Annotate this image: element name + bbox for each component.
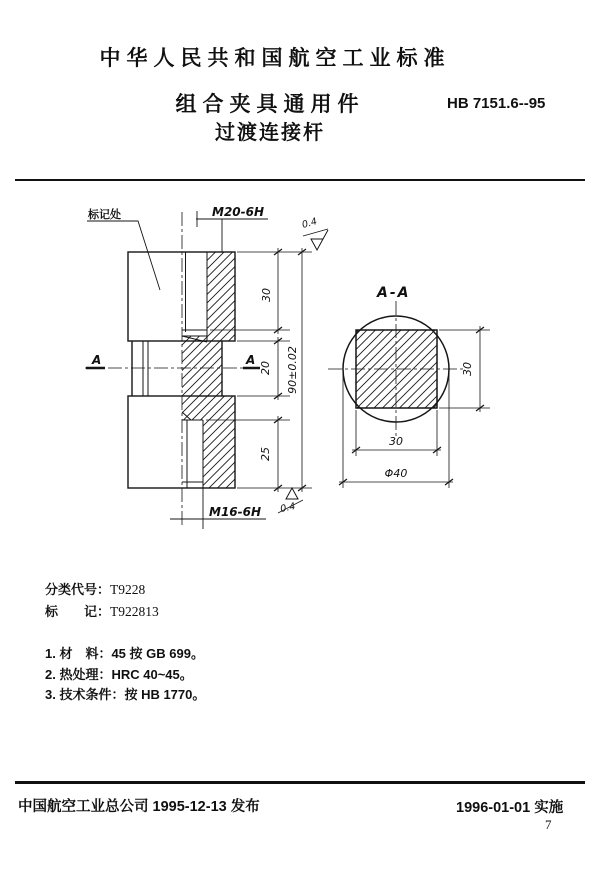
class-code-value: T9228	[110, 582, 146, 597]
section-view-title: A-A	[377, 285, 411, 301]
footer-effective: 1996-01-01 实施	[456, 800, 564, 816]
thread-bottom-callout: M16-6H	[209, 505, 262, 519]
classification-block	[45, 579, 159, 623]
class-code-label: 分类代号：	[45, 582, 111, 597]
page-subtitle: 组合夹具通用件	[175, 93, 365, 116]
section-arrow-label-left: A	[92, 353, 102, 367]
dim-neck-length: 20	[259, 361, 272, 375]
dim-overall-length: 90±0.02	[286, 346, 299, 394]
thread-top-callout: M20-6H	[212, 205, 265, 219]
dim-thread-bottom-depth: 25	[259, 447, 272, 461]
dim-diameter: Φ40	[384, 467, 408, 480]
dim-square-height: 30	[461, 362, 474, 376]
mark-code-label: 标 记：	[45, 604, 111, 619]
page-number: 7	[545, 817, 552, 832]
mark-code-row	[45, 601, 159, 623]
note-item-material: 1. 材 料：45 按 GB 699。	[45, 646, 204, 661]
dim-thread-top-depth: 30	[260, 288, 273, 302]
dim-square-width: 30	[389, 435, 403, 448]
mark-code-value: T922813	[110, 604, 159, 619]
footer-divider	[15, 781, 585, 784]
section-arrow-label-right: A	[246, 353, 256, 367]
footer-issuer: 中国航空工业总公司 1995-12-13 发布	[18, 799, 260, 815]
page-title: 中华人民共和国航空工业标准	[99, 47, 451, 70]
roughness-value-top: 0.4	[300, 216, 319, 231]
roughness-value-bottom: 0.4	[279, 501, 297, 515]
mark-position-label: 标记处	[88, 209, 121, 221]
standard-number: HB 7151.6--95	[447, 95, 546, 112]
part-name: 过渡连接杆	[215, 122, 325, 144]
notes-list	[45, 644, 205, 706]
section-view-aa	[328, 301, 490, 488]
note-item-treatment: 2. 热处理：HRC 40~45。	[45, 666, 193, 682]
note-item-conditions: 3. 技术条件：按 HB 1770。	[45, 687, 206, 702]
class-code-row	[45, 579, 159, 601]
